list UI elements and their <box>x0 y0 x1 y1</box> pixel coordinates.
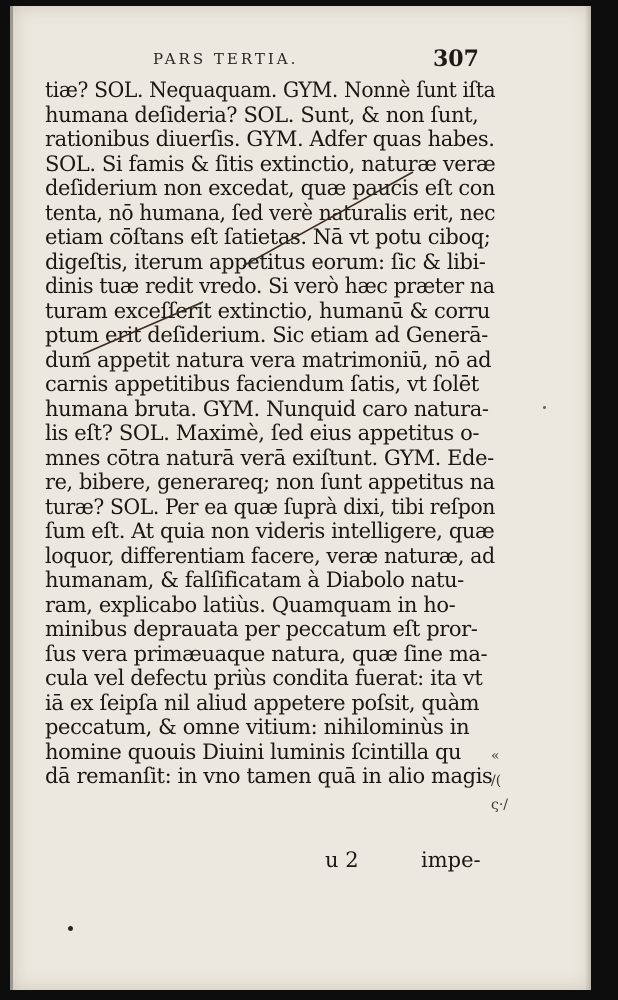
text-line: ſum eſt. At quia non videris intelligere, quæ <box>45 519 495 543</box>
text-line: re, bibere, generareq; non ſunt appetitus na <box>45 470 495 494</box>
text-line: humanam, & falſificatam à Diabolo natu- <box>45 568 464 592</box>
text-line: ram, explicabo latiùs. Quamquam in ho- <box>45 592 456 617</box>
text-line: rationibus diuerſis. GYM. Adfer quas habes. <box>45 127 495 151</box>
text-line: humana deſideria? SOL. Sunt, & non ſunt, <box>45 102 479 127</box>
text-line: digeſtis, iterum appetitus eorum: ſic & libi- <box>45 249 486 274</box>
ink-speck <box>543 406 546 409</box>
text-line: peccatum, & omne vitium: nihilominùs in <box>45 715 470 739</box>
text-line: iā ex ſeipſa nil aliud appetere poſsit, quàm <box>45 690 480 715</box>
text-line: turam exceſſerit extinctio, humanū & corru <box>45 298 491 323</box>
text-line: ptum erit deſiderium. Sic etiam ad Generā- <box>45 323 488 347</box>
text-line: minibus deprauata per peccatum eſt pror- <box>45 617 478 641</box>
text-line: SOL. Si famis & ſitis extinctio, naturæ veræ <box>45 151 496 176</box>
text-line: mnes cōtra naturā verā exiſtunt. GYM. Ede- <box>45 445 494 470</box>
text-line: dā remanſit: in vno tamen quā in alio magis <box>45 764 493 788</box>
text-line: turæ? SOL. Per ea quæ ſuprà dixi, tibi reſpon <box>45 494 495 519</box>
body-text <box>45 78 495 789</box>
text-line: cula vel defectu priùs condita fuerat: ita vt <box>45 666 483 690</box>
margin-note: « <box>491 748 500 764</box>
text-line: deſiderium non excedat, quæ paucis eſt con <box>45 176 496 200</box>
book-page <box>10 6 591 990</box>
text-line: carnis appetitibus faciendum ſatis, vt ſolēt <box>45 372 479 396</box>
signature-mark: u 2 <box>325 848 359 872</box>
running-title: PARS TERTIA. <box>153 50 299 68</box>
text-line: loquor, differentiam facere, veræ naturæ, ad <box>45 543 495 568</box>
text-line: dinis tuæ redit vredo. Si verò hæc præter na <box>45 274 495 298</box>
text-line: etiam cōſtans eſt ſatietas. Nā vt potu ciboq; <box>45 225 491 249</box>
margin-note: ς·/ <box>491 797 509 813</box>
text-line: humana bruta. GYM. Nunquid caro natura- <box>45 396 489 421</box>
text-line: homine quouis Diuini luminis ſcintilla qu <box>45 739 462 764</box>
text-line: dum appetit natura vera matrimoniū, nō ad <box>45 347 492 372</box>
page-number: 307 <box>433 46 479 72</box>
text-line: tenta, nō humana, ſed verè naturalis erit, nec <box>45 200 496 225</box>
catchword: impe- <box>421 848 481 872</box>
text-line: tiæ? SOL. Nequaquam. GYM. Nonnè ſunt iſta <box>45 78 496 102</box>
page-header <box>13 46 591 76</box>
text-line: lis eſt? SOL. Maximè, ſed eius appetitus o- <box>45 421 480 445</box>
margin-annotations <box>491 744 531 818</box>
text-line: ſus vera primæuaque natura, quæ ſine ma- <box>45 641 488 666</box>
ink-spot <box>68 926 73 931</box>
margin-note: /( <box>491 772 502 789</box>
